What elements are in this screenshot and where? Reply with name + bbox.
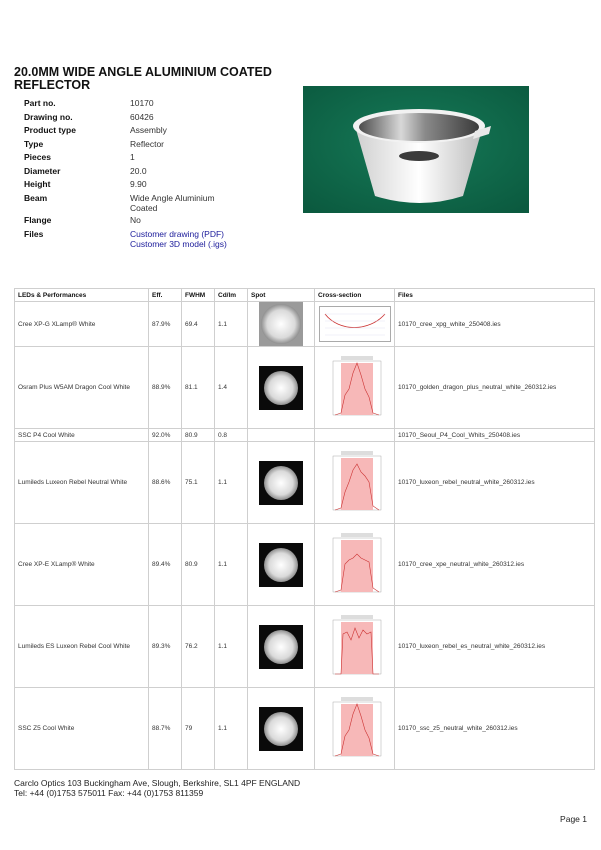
fwhm-cell: 79: [182, 688, 215, 770]
cross-section-cell: [315, 302, 395, 347]
cross-section-plot: [325, 694, 385, 764]
cross-section-cell: [315, 688, 395, 770]
spec-label: Beam: [24, 192, 48, 203]
spot-cell: [248, 429, 315, 442]
performance-table: [14, 288, 595, 770]
spot-image: [259, 543, 303, 587]
spot-cell: [248, 347, 315, 429]
spot-image: [259, 366, 303, 410]
files-links: [130, 229, 240, 249]
table-row: [15, 302, 595, 347]
led-name-cell: Lumileds Luxeon Rebel Neutral White: [15, 442, 149, 524]
cdlm-cell: 0.8: [215, 429, 248, 442]
column-header: LEDs & Performances: [15, 289, 149, 302]
fwhm-cell: 76.2: [182, 606, 215, 688]
column-header: Cross-section: [315, 289, 395, 302]
page-number: Page 1: [560, 814, 587, 824]
cdlm-cell: 1.1: [215, 606, 248, 688]
spec-value: 20.0: [130, 165, 147, 176]
efficiency-cell: 88.7%: [149, 688, 182, 770]
led-name-cell: Lumileds ES Luxeon Rebel Cool White: [15, 606, 149, 688]
table-row: [15, 688, 595, 770]
spec-row: [24, 166, 240, 180]
led-name-cell: Osram Plus W5AM Dragon Cool White: [15, 347, 149, 429]
spec-value: 10170: [130, 98, 154, 108]
spot-cell: [248, 442, 315, 524]
spec-row: [24, 139, 240, 153]
spec-label: Pieces: [24, 152, 51, 162]
cross-section-plot: [325, 448, 385, 518]
ies-file-cell: 10170_golden_dragon_plus_neutral_white_260312.ies: [395, 347, 595, 429]
cross-section-cell: [315, 524, 395, 606]
fwhm-cell: 69.4: [182, 302, 215, 347]
cross-section-plot: [325, 530, 385, 600]
customer-3d-model-link[interactable]: Customer 3D model (.igs): [130, 238, 227, 249]
ies-file-cell: 10170_luxeon_rebel_neutral_white_260312.ies: [395, 442, 595, 524]
cdlm-cell: 1.1: [215, 688, 248, 770]
spec-label: Diameter: [24, 165, 61, 176]
spot-cell: [248, 606, 315, 688]
led-name-cell: SSC Z5 Cool White: [15, 688, 149, 770]
spec-row: [24, 125, 240, 139]
fwhm-cell: 81.1: [182, 347, 215, 429]
cross-section-cell: [315, 442, 395, 524]
cross-section-cell: [315, 606, 395, 688]
spot-image: [259, 707, 303, 751]
spec-value: 1: [130, 152, 135, 162]
cross-section-plot: [325, 353, 385, 423]
cross-section-plot: [319, 306, 391, 342]
table-row: [15, 347, 595, 429]
page-title: 20.0MM WIDE ANGLE ALUMINIUM COATED REFLECTOR: [14, 65, 272, 92]
spec-row: [24, 179, 240, 193]
spec-row: [24, 152, 240, 166]
spec-value: Wide Angle Aluminium Coated: [130, 192, 215, 213]
cdlm-cell: 1.1: [215, 442, 248, 524]
cross-section-plot: [325, 612, 385, 682]
spec-label: Part no.: [24, 98, 56, 108]
led-name-cell: SSC P4 Cool White: [15, 429, 149, 442]
ies-file-cell: 10170_luxeon_rebel_es_neutral_white_260312.ies: [395, 606, 595, 688]
spot-image: [259, 461, 303, 505]
cdlm-cell: 1.1: [215, 524, 248, 606]
efficiency-cell: 87.9%: [149, 302, 182, 347]
fwhm-cell: 80.9: [182, 429, 215, 442]
table-row: [15, 429, 595, 442]
spot-image: [259, 302, 303, 346]
spec-value: 60426: [130, 111, 154, 122]
spec-label: Type: [24, 138, 44, 149]
table-header-row: [15, 289, 595, 302]
spot-cell: [248, 302, 315, 347]
spec-row: [24, 112, 240, 126]
footer-address: Carclo Optics 103 Buckingham Ave, Slough, Berkshire, SL1 4PF ENGLAND: [14, 778, 301, 788]
spec-row-files: [24, 229, 240, 249]
spec-table: [24, 98, 240, 249]
cdlm-cell: 1.4: [215, 347, 248, 429]
led-name-cell: Cree XP-G XLamp® White: [15, 302, 149, 347]
footer-contact: Tel: +44 (0)1753 575011 Fax: +44 (0)1753 811359: [14, 788, 204, 798]
spec-value: No: [130, 214, 141, 225]
column-header: Spot: [248, 289, 315, 302]
footer: [14, 778, 300, 798]
ies-file-cell: 10170_Seoul_P4_Cool_Whits_250408.ies: [395, 429, 595, 442]
spec-label: Height: [24, 179, 51, 189]
column-header: Eff.: [149, 289, 182, 302]
efficiency-cell: 89.3%: [149, 606, 182, 688]
ies-file-cell: 10170_ssc_z5_neutral_white_260312.ies: [395, 688, 595, 770]
cdlm-cell: 1.1: [215, 302, 248, 347]
column-header: Cd/lm: [215, 289, 248, 302]
reflector-photo: [303, 86, 529, 213]
spec-label: Product type: [24, 125, 76, 135]
spot-image: [259, 625, 303, 669]
column-header: Files: [395, 289, 595, 302]
efficiency-cell: 88.9%: [149, 347, 182, 429]
spec-value: Assembly: [130, 125, 167, 135]
spec-label: Files: [24, 228, 44, 239]
efficiency-cell: 88.6%: [149, 442, 182, 524]
spec-value: Reflector: [130, 138, 165, 149]
table-row: [15, 442, 595, 524]
efficiency-cell: 89.4%: [149, 524, 182, 606]
cross-section-cell: [315, 429, 395, 442]
column-header: FWHM: [182, 289, 215, 302]
spec-row: [24, 193, 240, 215]
cross-section-cell: [315, 347, 395, 429]
ies-file-cell: 10170_cree_xpg_white_250408.ies: [395, 302, 595, 347]
spec-label: Flange: [24, 214, 52, 225]
spec-value: 9.90: [130, 179, 147, 189]
spot-cell: [248, 688, 315, 770]
led-name-cell: Cree XP-E XLamp® White: [15, 524, 149, 606]
spot-cell: [248, 524, 315, 606]
ies-file-cell: 10170_cree_xpe_neutral_white_260312.ies: [395, 524, 595, 606]
spec-row: [24, 98, 240, 112]
efficiency-cell: 92.0%: [149, 429, 182, 442]
spec-label: Drawing no.: [24, 111, 73, 122]
table-row: [15, 606, 595, 688]
spec-row: [24, 215, 240, 229]
fwhm-cell: 80.9: [182, 524, 215, 606]
table-row: [15, 524, 595, 606]
customer-drawing-link[interactable]: Customer drawing (PDF): [130, 228, 224, 239]
fwhm-cell: 75.1: [182, 442, 215, 524]
